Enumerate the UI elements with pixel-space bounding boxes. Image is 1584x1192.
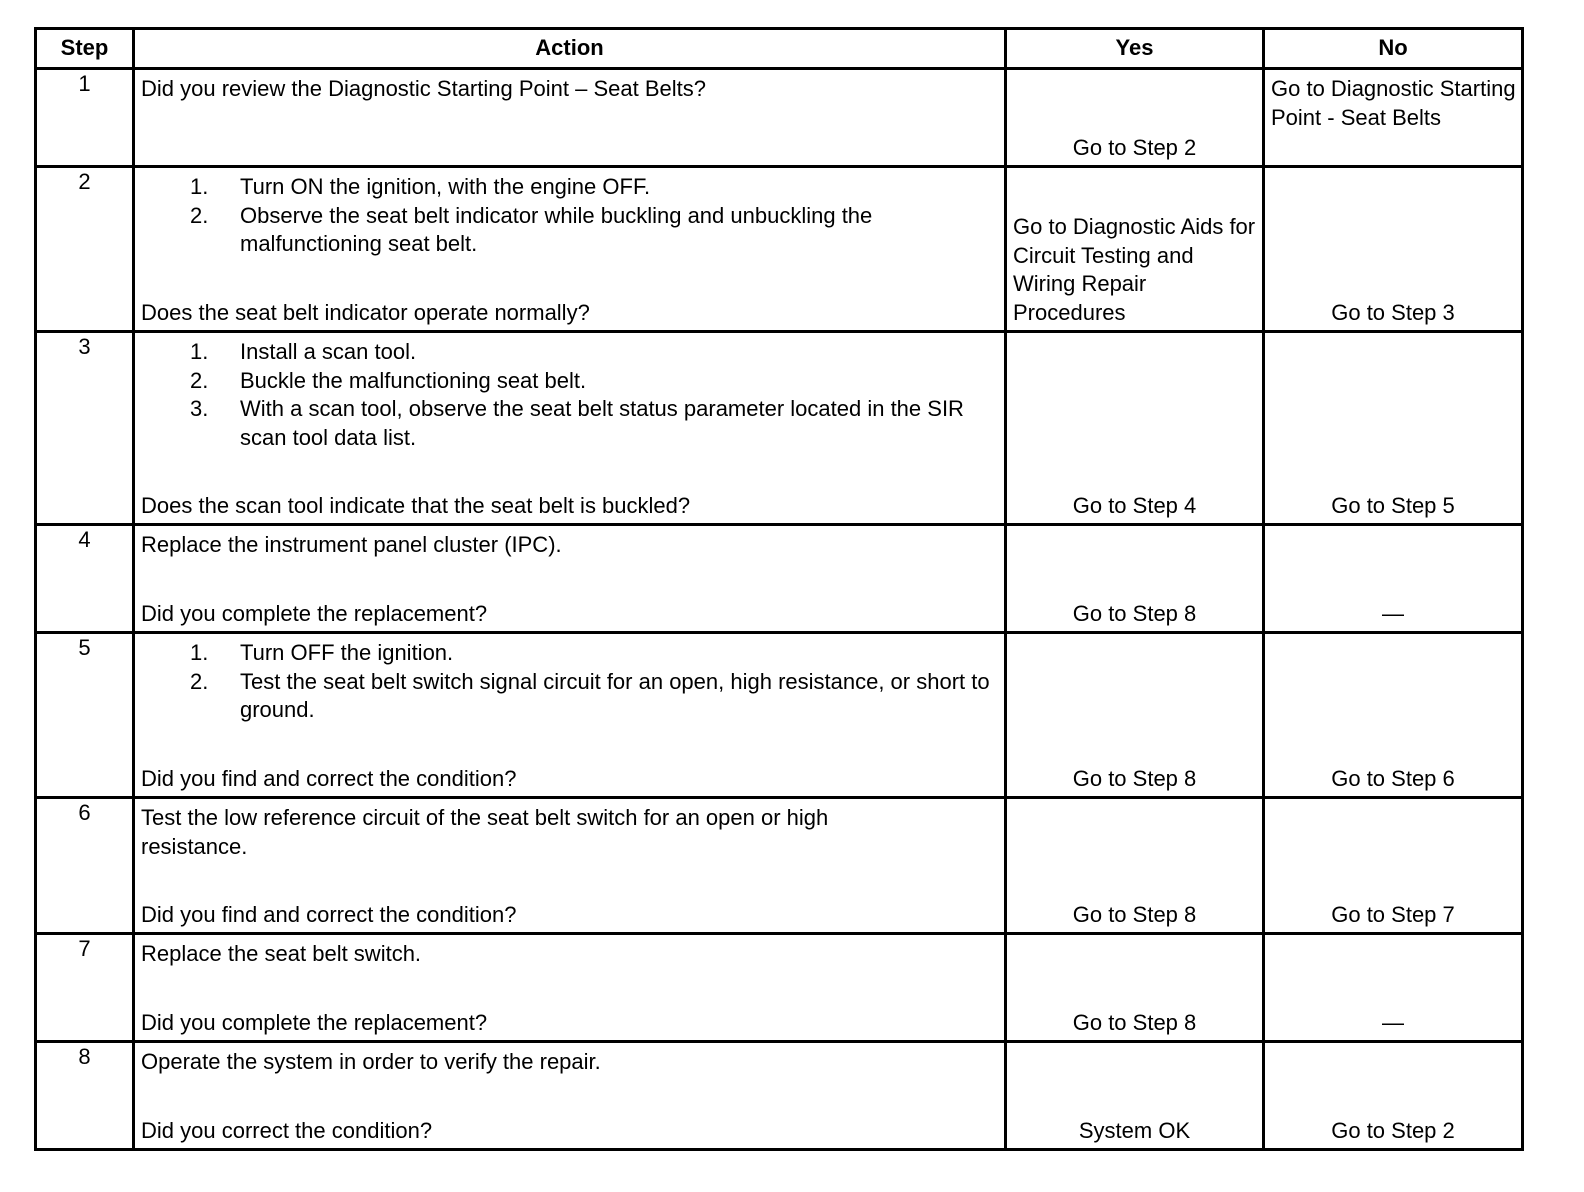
- no-result: Go to Diagnostic Starting Point - Seat Belts: [1271, 76, 1516, 130]
- action-question: Did you find and correct the condition?: [141, 901, 517, 927]
- table-row: [36, 332, 1523, 525]
- yes-cell: [1006, 332, 1264, 525]
- step-number: 8: [36, 1042, 134, 1150]
- no-result: Go to Step 7: [1331, 901, 1455, 927]
- table-row: [36, 633, 1523, 798]
- table-row: [36, 167, 1523, 332]
- step-number: 6: [36, 798, 134, 934]
- no-cell: [1264, 633, 1523, 798]
- table-row: [36, 1042, 1523, 1150]
- action-cell: [134, 798, 1006, 934]
- no-result: Go to Step 5: [1331, 492, 1455, 518]
- yes-cell: [1006, 525, 1264, 633]
- no-result: Go to Step 3: [1331, 299, 1455, 325]
- step-number: 4: [36, 525, 134, 633]
- action-text: Did you review the Diagnostic Starting Point – Seat Belts?: [141, 76, 706, 101]
- instruction-list: [141, 639, 998, 725]
- action-question: Does the seat belt indicator operate normally?: [141, 299, 590, 325]
- list-item: 2. Buckle the malfunctioning seat belt.: [190, 367, 587, 393]
- action-cell: [134, 1042, 1006, 1150]
- action-question: Did you complete the replacement?: [141, 1009, 488, 1035]
- table-row: [36, 934, 1523, 1042]
- action-question: Does the scan tool indicate that the seat belt is buckled?: [141, 492, 691, 518]
- diagnostic-table: [34, 27, 1524, 1151]
- action-text: Test the low reference circuit of the seat belt switch for an open or high resistance.: [141, 805, 829, 859]
- yes-cell: [1006, 633, 1264, 798]
- yes-result: Go to Step 8: [1072, 600, 1197, 626]
- header-no: No: [1264, 29, 1523, 69]
- no-cell: [1264, 525, 1523, 633]
- yes-result: Go to Step 8: [1072, 765, 1197, 791]
- instruction-list: [141, 173, 998, 259]
- yes-result: Go to Diagnostic Aids for Circuit Testing and Wiring Repair Procedures: [1013, 214, 1256, 325]
- list-item: 1. Turn OFF the ignition.: [190, 640, 454, 665]
- step-number: 3: [36, 332, 134, 525]
- instruction-list: [141, 338, 998, 452]
- no-cell: [1264, 934, 1523, 1042]
- list-item: 1. Turn ON the ignition, with the engine OFF.: [190, 174, 651, 199]
- list-item: 3. With a scan tool, observe the seat belt status parameter located in the SIR scan tool data list.: [190, 396, 964, 450]
- action-text: Replace the instrument panel cluster (IPC).: [141, 532, 562, 557]
- list-item: 1. Install a scan tool.: [190, 339, 417, 364]
- no-cell: [1264, 69, 1523, 167]
- action-cell: [134, 525, 1006, 633]
- yes-result: System OK: [1078, 1117, 1191, 1143]
- header-yes: Yes: [1006, 29, 1264, 69]
- table-row: [36, 69, 1523, 167]
- no-result: —: [1382, 600, 1404, 626]
- yes-cell: [1006, 798, 1264, 934]
- yes-result: Go to Step 2: [1072, 134, 1197, 160]
- action-cell: [134, 633, 1006, 798]
- step-number: 5: [36, 633, 134, 798]
- action-question: Did you complete the replacement?: [141, 600, 488, 626]
- action-question: Did you correct the condition?: [141, 1117, 433, 1143]
- step-number: 1: [36, 69, 134, 167]
- header-action: Action: [134, 29, 1006, 69]
- yes-cell: [1006, 167, 1264, 332]
- yes-cell: [1006, 934, 1264, 1042]
- yes-result: Go to Step 8: [1072, 1009, 1197, 1035]
- yes-result: Go to Step 8: [1072, 901, 1197, 927]
- action-cell: [134, 69, 1006, 167]
- table-row: [36, 798, 1523, 934]
- no-result: —: [1382, 1009, 1404, 1035]
- action-question: Did you find and correct the condition?: [141, 765, 517, 791]
- yes-cell: [1006, 69, 1264, 167]
- no-cell: [1264, 332, 1523, 525]
- list-item: 2. Observe the seat belt indicator while buckling and unbuckling the malfunctioning seat belt.: [190, 202, 873, 256]
- action-cell: [134, 934, 1006, 1042]
- yes-cell: [1006, 1042, 1264, 1150]
- step-number: 2: [36, 167, 134, 332]
- header-step: Step: [36, 29, 134, 69]
- step-number: 7: [36, 934, 134, 1042]
- no-result: Go to Step 2: [1331, 1117, 1455, 1143]
- action-cell: [134, 167, 1006, 332]
- action-text: Operate the system in order to verify the repair.: [141, 1049, 601, 1074]
- list-item: 2. Test the seat belt switch signal circuit for an open, high resistance, or short to ground.: [190, 668, 990, 722]
- no-cell: [1264, 798, 1523, 934]
- yes-result: Go to Step 4: [1072, 492, 1197, 518]
- no-result: Go to Step 6: [1331, 765, 1455, 791]
- action-cell: [134, 332, 1006, 525]
- header-row: [36, 29, 1523, 69]
- action-text: Replace the seat belt switch.: [141, 941, 422, 966]
- no-cell: [1264, 1042, 1523, 1150]
- table-row: [36, 525, 1523, 633]
- no-cell: [1264, 167, 1523, 332]
